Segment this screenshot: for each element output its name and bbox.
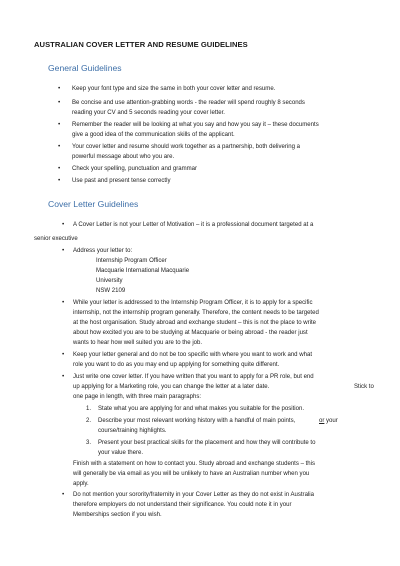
cover-bullet-5-line-2: therefore employers do not understand their significance. You could note it in your xyxy=(73,502,292,508)
bullet-icon: • xyxy=(58,143,61,150)
bullet-icon: • xyxy=(58,121,61,128)
cover-bullet-5-line-1: Do not mention your sorority/fraternity in your Cover Letter as they do not exist in Australia xyxy=(73,492,314,498)
cover-bullet-2-line-3: at the host organisation. Study abroad and exchange student – this is not the place to write xyxy=(73,320,317,326)
finish-line-3: apply. xyxy=(73,481,89,487)
cover-bullet-5-line-3: Memberships section if you wish. xyxy=(73,512,162,518)
general-bullet-6: Use past and present tense correctly xyxy=(72,178,171,184)
general-bullet-2-line-2: reading your CV and 5 seconds reading your cover letter. xyxy=(72,110,225,116)
numbered-item-2-your: your xyxy=(326,418,338,424)
general-bullet-2-line-1: Be concise and use attention-grabbing words - the reader will spend roughly 8 seconds xyxy=(72,100,305,106)
cover-letter-guidelines-heading: Cover Letter Guidelines xyxy=(48,199,139,209)
bullet-icon: • xyxy=(62,491,65,498)
bullet-icon: • xyxy=(58,85,61,92)
cover-bullet-2-line-4: about how excited you are to be studying at Macquarie or being abroad - the reader just xyxy=(73,330,308,336)
numbered-item-3-line-2: your value there. xyxy=(98,450,144,456)
bullet-icon: • xyxy=(62,299,65,306)
cover-bullet-2-line-5: wants to hear how well suited you are to the job. xyxy=(73,340,203,346)
cover-bullet-4-stick-to: Stick to xyxy=(354,384,374,390)
address-intro: Address your letter to: xyxy=(73,248,133,254)
numbered-item-2-line-1: Describe your most relevant working history with a handful of main points, xyxy=(98,418,296,424)
address-line: NSW 2109 xyxy=(96,288,126,294)
numbered-item-1: State what you are applying for and what makes you suitable for the position. xyxy=(98,406,305,412)
cover-bullet-3-line-2: role you want to do as you may end up applying for something quite different. xyxy=(73,362,280,368)
list-number: 1. xyxy=(86,406,92,412)
bullet-icon: • xyxy=(58,165,61,172)
bullet-icon: • xyxy=(62,221,65,228)
list-number: 2. xyxy=(86,418,92,424)
cover-bullet-4-line-1: Just write one cover letter. If you have written that you want to apply for a PR role, but end xyxy=(73,374,314,380)
general-bullet-4-line-2: powerful message about who you are. xyxy=(72,154,175,160)
general-bullet-4-line-1: Your cover letter and resume should work together as a partnership, both delivering a xyxy=(72,144,301,150)
cover-bullet-1-line-1: A Cover Letter is not your Letter of Motivation – it is a professional document targeted at a xyxy=(73,222,314,228)
numbered-item-3-line-1: Present your best practical skills for the placement and how they will contribute to xyxy=(98,440,316,446)
document-title: AUSTRALIAN COVER LETTER AND RESUME GUIDELINES xyxy=(34,40,248,49)
bullet-icon: • xyxy=(58,99,61,106)
general-bullet-3-line-1: Remember the reader will be looking at what you say and how you say it – these documents xyxy=(72,122,319,128)
address-line: University xyxy=(96,278,123,284)
cover-bullet-4-line-3: one page in length, with three main paragraphs: xyxy=(73,394,202,400)
address-line: Internship Program Officer xyxy=(96,258,167,264)
finish-line-2: will generally be via email as you will be unlikely to have an Australian number when you xyxy=(73,471,310,477)
list-number: 3. xyxy=(86,440,92,446)
general-bullet-3-line-2: give a good idea of the communication skills of the applicant. xyxy=(72,132,235,138)
numbered-item-2-or: or xyxy=(319,418,325,424)
cover-bullet-2-line-2: internship, not the internship program generally. Therefore, the content needs to be targeted xyxy=(73,310,319,316)
address-line: Macquarie International Macquarie xyxy=(96,268,190,274)
bullet-icon: • xyxy=(62,373,65,380)
general-guidelines-heading: General Guidelines xyxy=(48,63,122,73)
cover-bullet-3-line-1: Keep your letter general and do not be too specific with where you want to work and what xyxy=(73,352,312,358)
bullet-icon: • xyxy=(58,177,61,184)
finish-line-1: Finish with a statement on how to contact you. Study abroad and exchange students – this xyxy=(73,461,316,467)
bullet-icon: • xyxy=(62,351,65,358)
cover-bullet-4-line-2: up applying for a Marketing role, you can change the letter at a later date. xyxy=(73,384,270,390)
bullet-icon: • xyxy=(62,247,65,254)
general-bullet-1: Keep your font type and size the same in both your cover letter and resume. xyxy=(72,86,276,92)
numbered-item-2-line-2: course/training highlights. xyxy=(98,428,167,434)
cover-bullet-1-line-2: senior executive xyxy=(34,236,78,242)
cover-bullet-2-line-1: While your letter is addressed to the Internship Program Officer, it is to apply for a specific xyxy=(73,300,313,306)
general-bullet-5: Check your spelling, punctuation and grammar xyxy=(72,166,198,172)
